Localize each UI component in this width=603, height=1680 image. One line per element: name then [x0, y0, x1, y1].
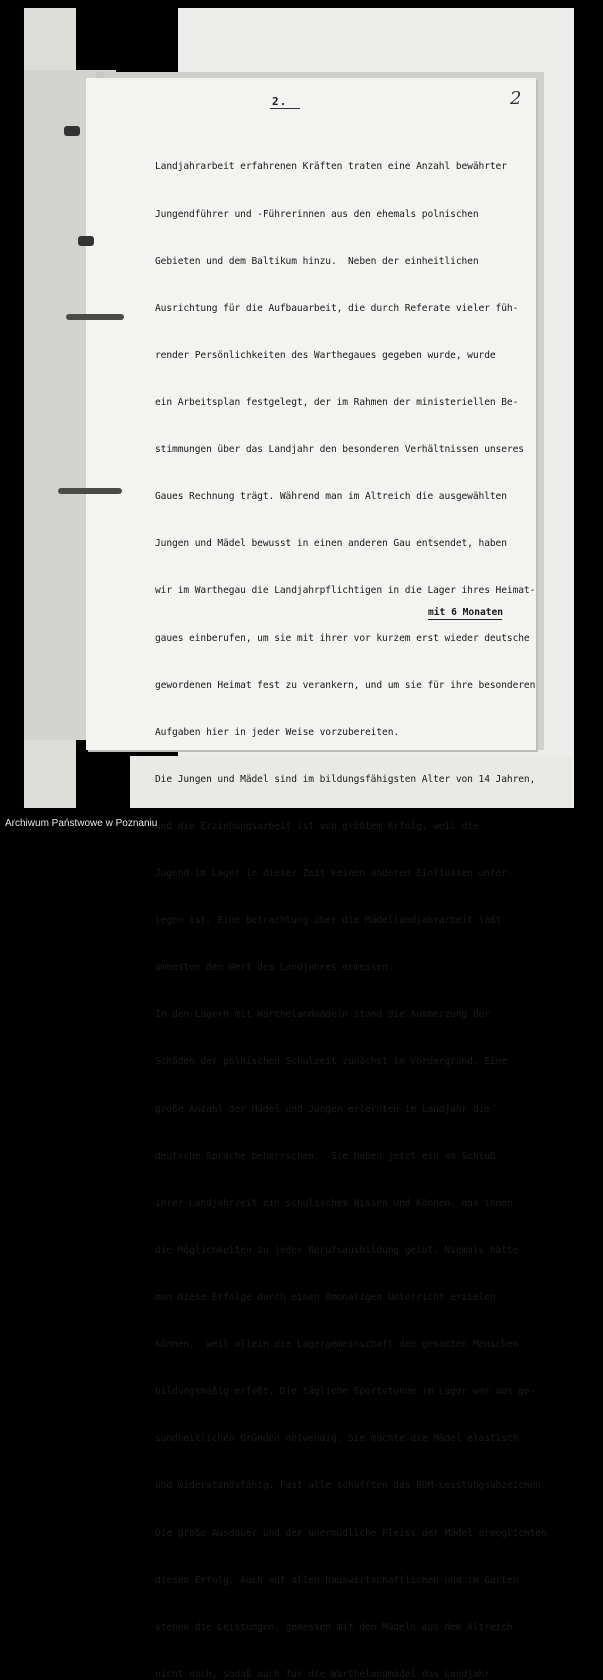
text-line: Die Jungen und Mädel sind im bildungsfähigsten Alter von 14 Jahren,	[155, 773, 536, 785]
text-line: wir im Warthegau die Landjahrpflichtigen in die Lager ihres Heimat-	[155, 585, 536, 597]
text-line: Jugend im Lager in dieser Zeit keinen anderen Einflüssen unter-	[155, 868, 513, 880]
text-line: Jungen und Mädel bewusst in einen anderen Gau entsendet, haben	[155, 538, 507, 550]
punch-hole-top	[64, 126, 80, 136]
text-line: Gebieten und dem Baltikum hinzu. Neben der einheitlichen	[155, 255, 479, 267]
text-line: ambesten den Wert des Landjahres ermessen.	[155, 962, 394, 974]
text-line: Landjahrarbeit erfahrenen Kräften traten eine Anzahl bewährter	[155, 161, 507, 173]
text-line: diesen Erfolg. Auch auf allen hauswirtschaftlichen und im Garten	[155, 1574, 519, 1586]
page-number-underline	[270, 108, 300, 109]
text-line: In den Lagern mit Warthelandmädeln stand die Ausmerzung der	[155, 1009, 490, 1021]
text-line: und die Erziehungsarbeit ist von größtem Erfolg, weil die	[155, 820, 479, 832]
closing-underline	[428, 619, 502, 620]
closing-line: mit 6 Monaten	[428, 607, 504, 618]
text-line: und widerstandsfähig. Fast alle schafften das BDM-Leistungsabzeichen.	[155, 1480, 547, 1492]
binder-clip-lower	[58, 488, 122, 494]
text-line: deutsche Sprache beherrschen. Sie haben jetzt ein am Schluß	[155, 1150, 496, 1162]
text-line: man diese Erfolge durch einen 8monatigen Unterricht erzielen	[155, 1292, 496, 1304]
text-line: Ausrichtung für die Aufbauarbeit, die durch Referate vieler füh-	[155, 302, 519, 314]
archive-caption: Archiwum Państwowe w Poznaniu	[5, 818, 158, 829]
text-line: Schäden der polnischen Schulzeit zunächst im Vordergrund. Eine	[155, 1056, 507, 1068]
text-line: Jungendführer und -Führerinnen aus den ehemals polnischen	[155, 208, 479, 220]
text-line: Aufgaben hier in jeder Weise vorzubereiten.	[155, 726, 400, 738]
text-line: große Anzahl der Mädel und Jungen erlernten im Landjahr die	[155, 1103, 490, 1115]
text-line: bildungsmäßig erfaßt. Die tägliche Sportstunde im Lager war aus ge-	[155, 1386, 536, 1398]
text-line: render Persönlichkeiten des Warthegaues gegeben wurde, wurde	[155, 349, 496, 361]
text-line: Die große Ausdauer und der unermüdliche Fleiss der Mädel ermöglichten	[155, 1527, 547, 1539]
text-line: sundheitlichen Gründen notwendig. Sie machte die Mädel elastisch	[155, 1433, 519, 1445]
text-line: stehen die Leistungen, gemessen mit den Mädeln aus dem Altreich	[155, 1621, 513, 1633]
text-line: Gaues Rechnung trägt. Während man im Altreich die ausgewählten	[155, 491, 507, 503]
text-line: ihrer Landjahrzeit ein schulisches Wissen und Können, das ihnen	[155, 1197, 513, 1209]
text-line: gewordenen Heimat fest zu verankern, und um sie für ihre besonderen	[155, 679, 536, 691]
binder-clip-upper	[66, 314, 124, 320]
text-line: nicht nach, sodaß auch für die Warthelandmädel das Landjahr	[155, 1668, 490, 1680]
text-line: legen ist. Eine Betrachtung über die Mädellandjahrarbeit läßt	[155, 915, 502, 927]
document-body	[155, 128, 555, 1680]
handwritten-page-number: 2	[510, 88, 522, 109]
punch-hole-upper	[78, 236, 94, 246]
text-line: ein Arbeitsplan festgelegt, der im Rahmen der ministeriellen Be-	[155, 396, 519, 408]
text-line: stimmungen über das Landjahr den besonderen Verhältnissen unseres	[155, 444, 524, 456]
text-line: können, weil allein die Lagergemeinschaft den gesamten Menschen	[155, 1339, 519, 1351]
text-line: die Möglichkeiten zu jeder Berufsausbildung geibt. Niemals hätte	[155, 1244, 519, 1256]
text-line: gaues einberufen, um sie mit ihrer vor kurzem erst wieder deutsche	[155, 632, 530, 644]
page-number: 2.	[272, 95, 288, 108]
